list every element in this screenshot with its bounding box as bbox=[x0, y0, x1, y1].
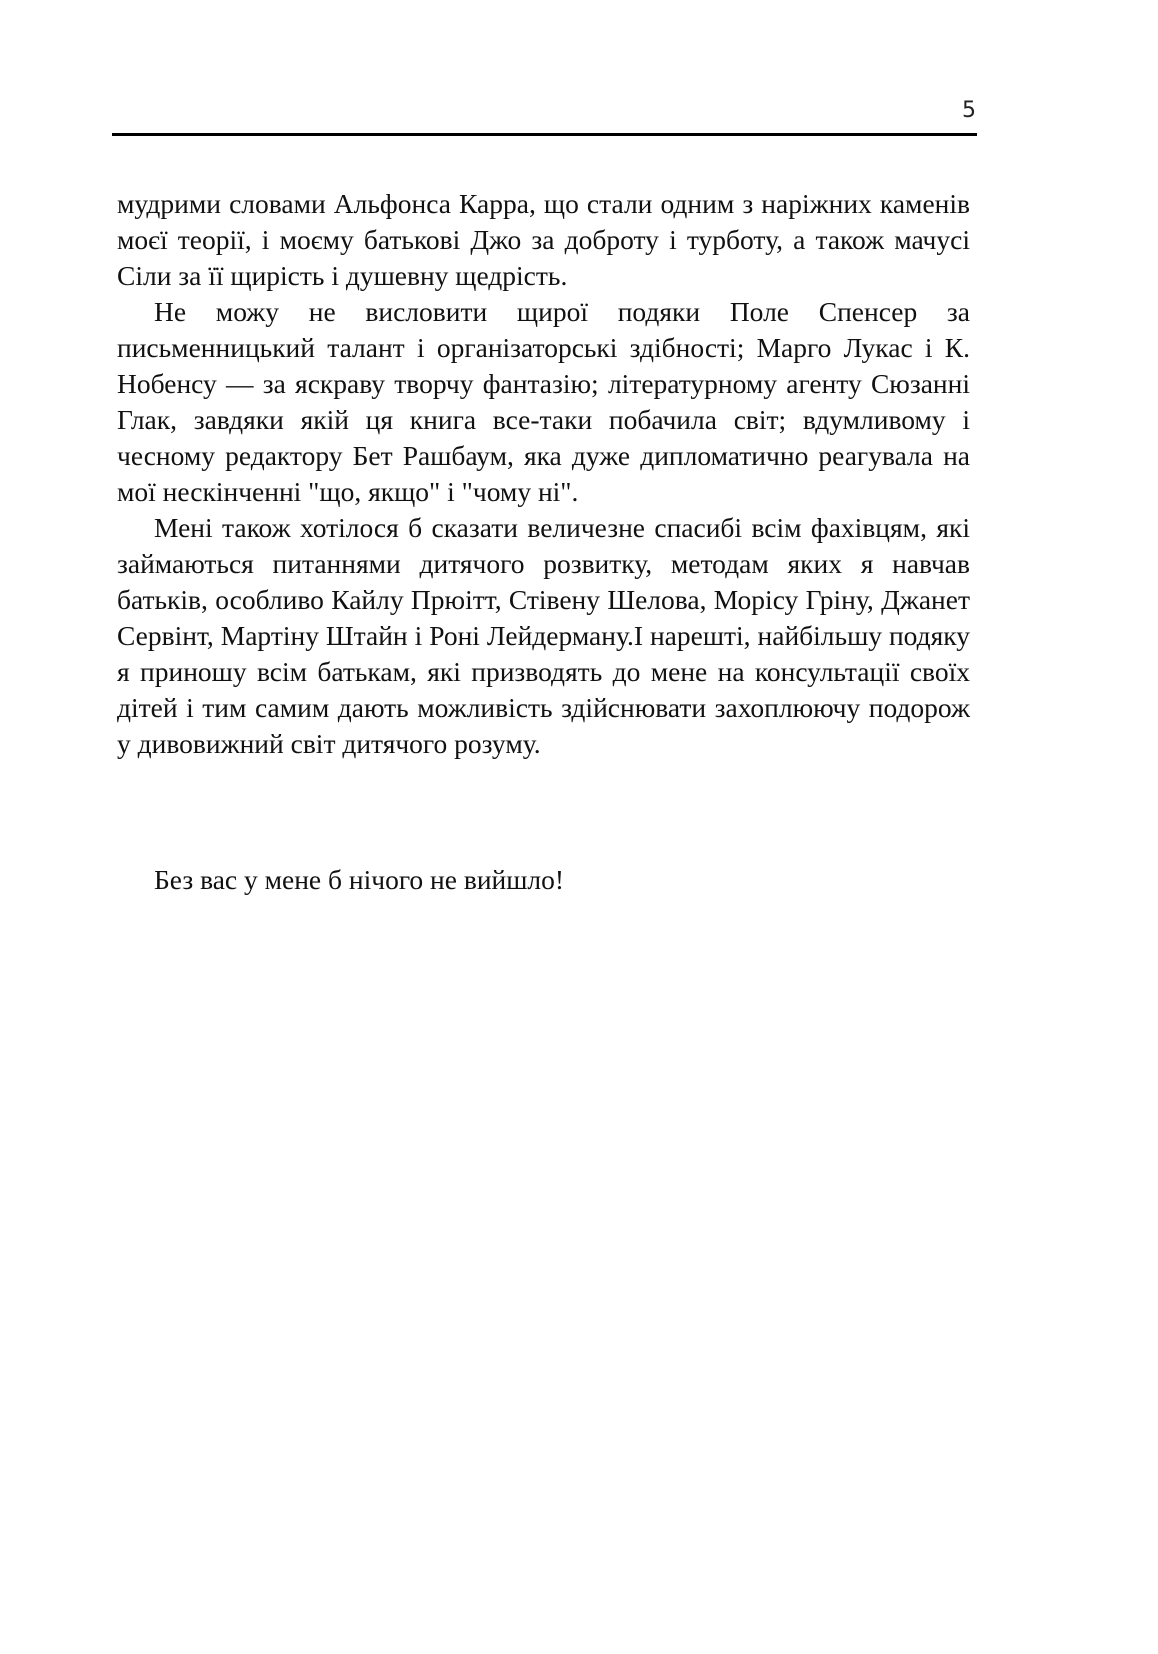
page-number: 5 bbox=[962, 98, 976, 123]
header-rule bbox=[112, 133, 977, 136]
paragraph-1: мудрими словами Альфонса Карра, що стали одним з наріжних каменів моєї теорії, і моєму батькові Джо за доброту і турботу, а також мачусі Сіли за її щирість і душевну щедрість. bbox=[117, 188, 970, 291]
paragraph-3: Мені також хотілося б сказати величезне спасибі всім фахівцям, які займаються питаннями дитячого розвитку, методам яких я навчав батьків, особливо Кайлу Прюітт, Стівену Шелова, Морісу Гріну, Джанет Сервінт, Мартіну Штайн і Роні Лейдерману.І нарешті, найбільшу подяку я приношу всім батькам, які призводять до мене на консультації своїх дітей і тим самим дають можливість здійснювати захоплюючу подорож у дивовижний світ дитячого розуму. bbox=[117, 512, 970, 759]
paragraph-2: Не можу не висловити щирої подяки Поле Спенсер за письменницький талант і організаторські здібності; Марго Лукас і К. Нобенсу — за яскраву творчу фантазію; літературному агенту Сюзанні Глак, завдяки якій ця книга все-таки побачила світ; вдумливому і чесному редактору Бет Рашбаум, яка дуже дипломатично реагувала на мої нескінченні "що, якщо" і "чому ні". bbox=[117, 296, 970, 507]
closing-line: Без вас у мене б нічого не вийшло! bbox=[154, 864, 565, 895]
body-text bbox=[117, 186, 970, 762]
